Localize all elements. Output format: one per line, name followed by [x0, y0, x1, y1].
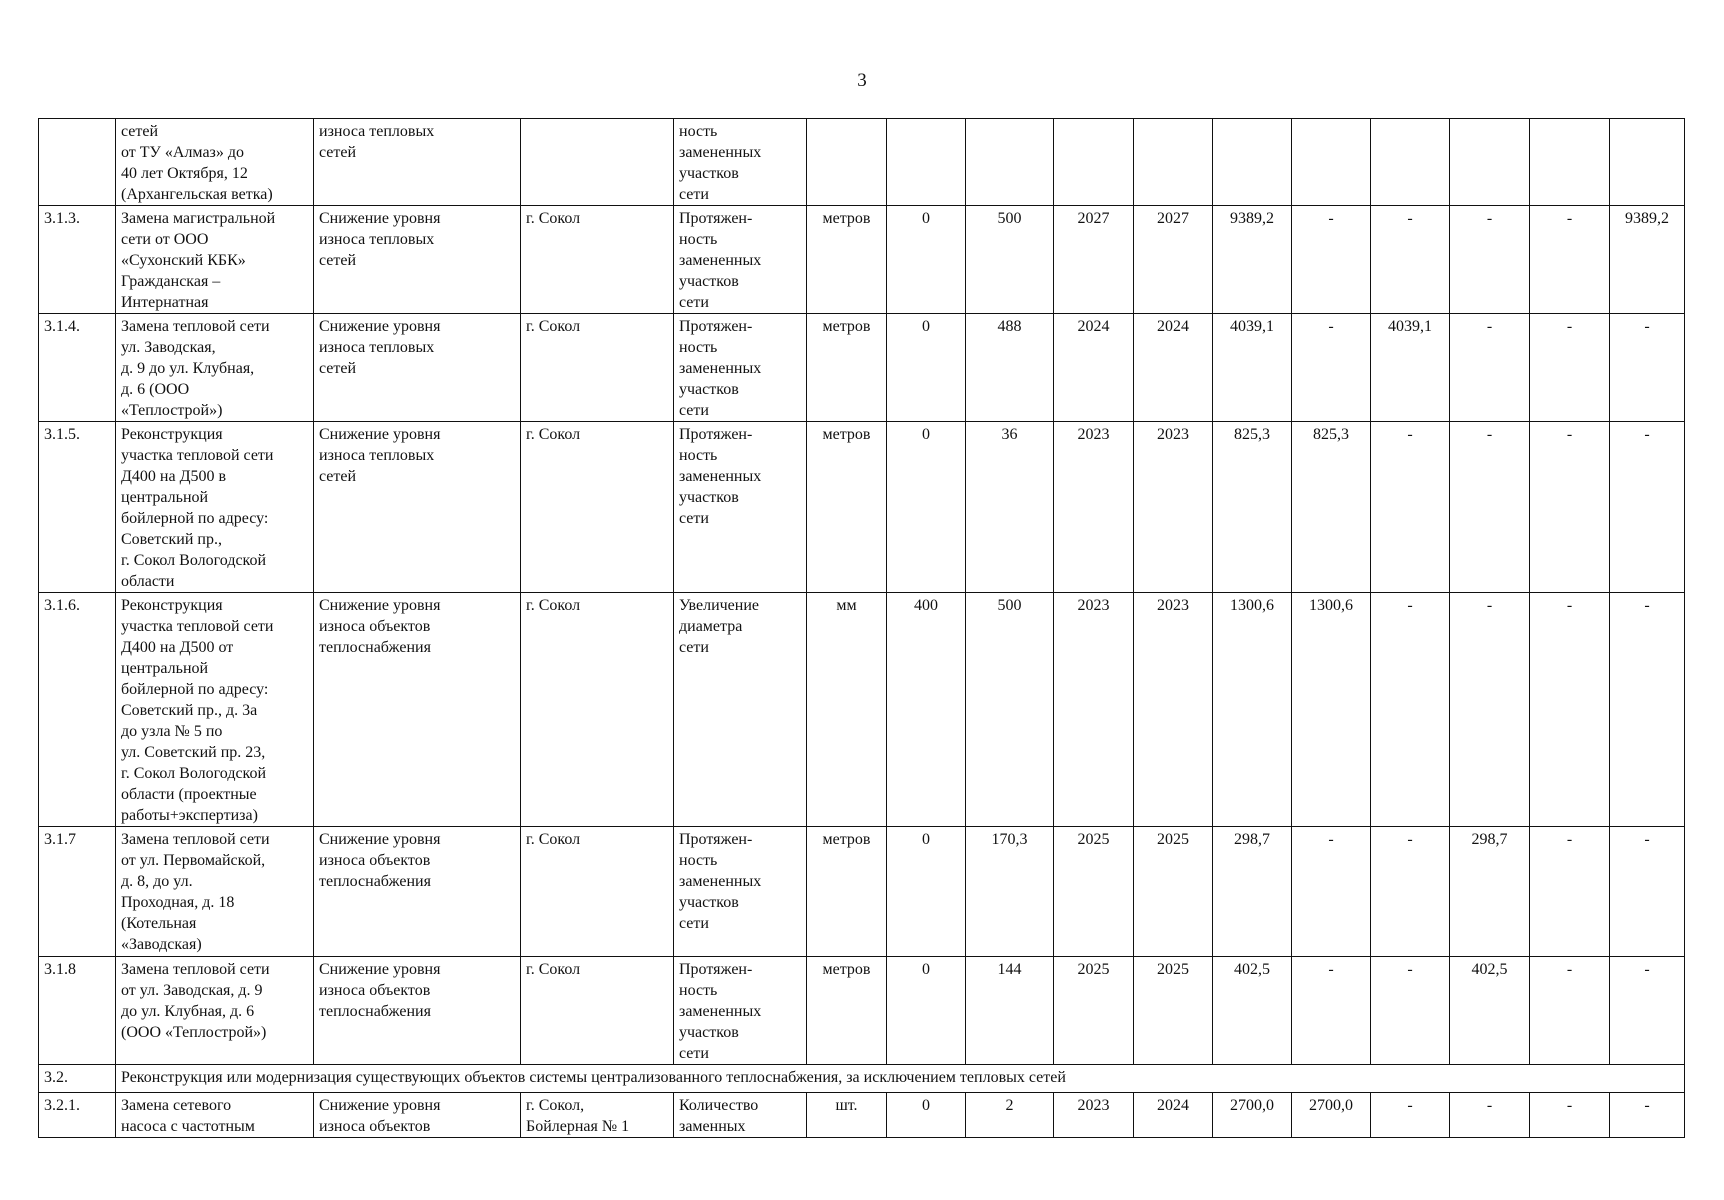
- cell-2023: -: [1292, 827, 1371, 957]
- cell-location: г. Сокол: [521, 827, 674, 957]
- cell-measure-name: сетей от ТУ «Алмаз» до 40 лет Октября, 12 (Архангельская ветка): [116, 119, 314, 206]
- table-body: [39, 119, 1685, 1138]
- cell-number: [39, 119, 116, 206]
- section-title: Реконструкция или модернизация существующих объектов системы централизованного теплоснабжения, за исключением тепловых сетей: [116, 1065, 1685, 1093]
- cell-indicator: Протяжен- ность замененных участков сети: [674, 314, 807, 422]
- cell-end-year: 2024: [1134, 314, 1213, 422]
- cell-goal: Снижение уровня износа тепловых сетей: [314, 314, 521, 422]
- cell-2024: -: [1371, 593, 1450, 827]
- cell-indicator: Протяжен- ность замененных участков сети: [674, 422, 807, 593]
- cell-total: 298,7: [1213, 827, 1292, 957]
- cell-start-year: 2023: [1054, 593, 1134, 827]
- cell-2023: 1300,6: [1292, 593, 1371, 827]
- cell-value-before: 0: [887, 206, 966, 314]
- cell-2024: 4039,1: [1371, 314, 1450, 422]
- cell-2023: -: [1292, 957, 1371, 1065]
- cell-total: 402,5: [1213, 957, 1292, 1065]
- cell-number: 3.2.1.: [39, 1093, 116, 1138]
- cell-indicator: Протяжен- ность замененных участков сети: [674, 957, 807, 1065]
- cell-value-before: 0: [887, 1093, 966, 1138]
- cell-indicator: Увеличение диаметра сети: [674, 593, 807, 827]
- cell-value-after: 2: [966, 1093, 1054, 1138]
- cell-end-year: 2027: [1134, 206, 1213, 314]
- table-row: [39, 593, 1685, 827]
- cell-location: г. Сокол: [521, 206, 674, 314]
- cell-2025: -: [1450, 206, 1530, 314]
- cell-end-year: [1134, 119, 1213, 206]
- cell-2023: 2700,0: [1292, 1093, 1371, 1138]
- cell-number: 3.1.4.: [39, 314, 116, 422]
- cell-unit: метров: [807, 206, 887, 314]
- cell-total: 825,3: [1213, 422, 1292, 593]
- cell-2026: -: [1530, 1093, 1610, 1138]
- cell-end-year: 2025: [1134, 957, 1213, 1065]
- cell-start-year: 2025: [1054, 957, 1134, 1065]
- cell-unit: метров: [807, 422, 887, 593]
- cell-2026: -: [1530, 422, 1610, 593]
- cell-2023: [1292, 119, 1371, 206]
- cell-value-after: 488: [966, 314, 1054, 422]
- cell-indicator: ность замененных участков сети: [674, 119, 807, 206]
- cell-2024: -: [1371, 1093, 1450, 1138]
- cell-goal: Снижение уровня износа тепловых сетей: [314, 206, 521, 314]
- cell-goal: Снижение уровня износа объектов теплоснабжения: [314, 827, 521, 957]
- cell-unit: метров: [807, 314, 887, 422]
- cell-2024: -: [1371, 827, 1450, 957]
- cell-measure-name: Замена сетевого насоса с частотным: [116, 1093, 314, 1138]
- cell-value-after: 500: [966, 593, 1054, 827]
- cell-total: 4039,1: [1213, 314, 1292, 422]
- cell-number: 3.1.5.: [39, 422, 116, 593]
- cell-goal: Снижение уровня износа объектов: [314, 1093, 521, 1138]
- cell-value-before: 0: [887, 422, 966, 593]
- cell-end-year: 2023: [1134, 593, 1213, 827]
- cell-end-year: 2023: [1134, 422, 1213, 593]
- cell-location: г. Сокол: [521, 957, 674, 1065]
- cell-2027: -: [1610, 957, 1685, 1065]
- cell-2026: -: [1530, 314, 1610, 422]
- table-row: [39, 206, 1685, 314]
- cell-start-year: 2027: [1054, 206, 1134, 314]
- cell-2027: -: [1610, 593, 1685, 827]
- table-row: [39, 422, 1685, 593]
- cell-2026: -: [1530, 827, 1610, 957]
- cell-unit: метров: [807, 827, 887, 957]
- cell-2027: [1610, 119, 1685, 206]
- cell-end-year: 2024: [1134, 1093, 1213, 1138]
- cell-2027: -: [1610, 422, 1685, 593]
- cell-2023: -: [1292, 314, 1371, 422]
- cell-total: 9389,2: [1213, 206, 1292, 314]
- cell-indicator: Протяжен- ность замененных участков сети: [674, 206, 807, 314]
- cell-2025: -: [1450, 314, 1530, 422]
- cell-unit: [807, 119, 887, 206]
- cell-end-year: 2025: [1134, 827, 1213, 957]
- cell-value-before: 400: [887, 593, 966, 827]
- cell-value-before: 0: [887, 314, 966, 422]
- cell-goal: износа тепловых сетей: [314, 119, 521, 206]
- cell-location: г. Сокол: [521, 593, 674, 827]
- measures-table: [38, 118, 1685, 1138]
- cell-start-year: 2024: [1054, 314, 1134, 422]
- cell-measure-name: Замена тепловой сети от ул. Заводская, д. 9 до ул. Клубная, д. 6 (ООО «Теплострой»): [116, 957, 314, 1065]
- cell-measure-name: Замена тепловой сети ул. Заводская, д. 9 до ул. Клубная, д. 6 (ООО «Теплострой»): [116, 314, 314, 422]
- cell-number: 3.1.7: [39, 827, 116, 957]
- cell-start-year: 2023: [1054, 422, 1134, 593]
- table-row: [39, 1093, 1685, 1138]
- cell-measure-name: Реконструкция участка тепловой сети Д400 на Д500 в центральной бойлерной по адресу: Советский пр., г. Сокол Вологодской области: [116, 422, 314, 593]
- section-row: [39, 1065, 1685, 1093]
- cell-unit: шт.: [807, 1093, 887, 1138]
- cell-2026: [1530, 119, 1610, 206]
- cell-start-year: [1054, 119, 1134, 206]
- cell-total: 2700,0: [1213, 1093, 1292, 1138]
- cell-measure-name: Реконструкция участка тепловой сети Д400 на Д500 от центральной бойлерной по адресу: Советский пр., д. 3а до узла № 5 по ул. Советский пр. 23, г. Сокол Вологодской области (проектные работы+экспертиза): [116, 593, 314, 827]
- cell-2024: [1371, 119, 1450, 206]
- cell-2024: -: [1371, 957, 1450, 1065]
- cell-goal: Снижение уровня износа тепловых сетей: [314, 422, 521, 593]
- cell-start-year: 2023: [1054, 1093, 1134, 1138]
- section-number: 3.2.: [39, 1065, 116, 1093]
- cell-2026: -: [1530, 206, 1610, 314]
- cell-start-year: 2025: [1054, 827, 1134, 957]
- cell-value-before: 0: [887, 827, 966, 957]
- cell-location: г. Сокол, Бойлерная № 1: [521, 1093, 674, 1138]
- cell-goal: Снижение уровня износа объектов теплоснабжения: [314, 957, 521, 1065]
- cell-indicator: Протяжен- ность замененных участков сети: [674, 827, 807, 957]
- cell-location: [521, 119, 674, 206]
- cell-2025: -: [1450, 422, 1530, 593]
- cell-2025: 298,7: [1450, 827, 1530, 957]
- cell-2025: -: [1450, 1093, 1530, 1138]
- cell-number: 3.1.3.: [39, 206, 116, 314]
- cell-2027: 9389,2: [1610, 206, 1685, 314]
- cell-2026: -: [1530, 593, 1610, 827]
- cell-2023: -: [1292, 206, 1371, 314]
- cell-2027: -: [1610, 314, 1685, 422]
- cell-goal: Снижение уровня износа объектов теплоснабжения: [314, 593, 521, 827]
- cell-unit: мм: [807, 593, 887, 827]
- cell-2027: -: [1610, 1093, 1685, 1138]
- cell-value-after: 144: [966, 957, 1054, 1065]
- cell-total: 1300,6: [1213, 593, 1292, 827]
- cell-value-before: [887, 119, 966, 206]
- page-number: 3: [857, 70, 867, 91]
- cell-value-after: 170,3: [966, 827, 1054, 957]
- cell-value-after: 500: [966, 206, 1054, 314]
- cell-value-after: [966, 119, 1054, 206]
- cell-indicator: Количество заменных: [674, 1093, 807, 1138]
- cell-measure-name: Замена магистральной сети от ООО «Сухонский КБК» Гражданская – Интернатная: [116, 206, 314, 314]
- table-row: [39, 827, 1685, 957]
- cell-2025: [1450, 119, 1530, 206]
- cell-unit: метров: [807, 957, 887, 1065]
- cell-number: 3.1.8: [39, 957, 116, 1065]
- cell-location: г. Сокол: [521, 314, 674, 422]
- cell-2024: -: [1371, 206, 1450, 314]
- cell-2026: -: [1530, 957, 1610, 1065]
- cell-measure-name: Замена тепловой сети от ул. Первомайской, д. 8, до ул. Проходная, д. 18 (Котельная «Заводская): [116, 827, 314, 957]
- table-row: [39, 119, 1685, 206]
- cell-location: г. Сокол: [521, 422, 674, 593]
- cell-2024: -: [1371, 422, 1450, 593]
- table-row: [39, 957, 1685, 1065]
- cell-2023: 825,3: [1292, 422, 1371, 593]
- cell-value-after: 36: [966, 422, 1054, 593]
- cell-number: 3.1.6.: [39, 593, 116, 827]
- cell-value-before: 0: [887, 957, 966, 1065]
- cell-total: [1213, 119, 1292, 206]
- table-row: [39, 314, 1685, 422]
- cell-2025: -: [1450, 593, 1530, 827]
- cell-2027: -: [1610, 827, 1685, 957]
- cell-2025: 402,5: [1450, 957, 1530, 1065]
